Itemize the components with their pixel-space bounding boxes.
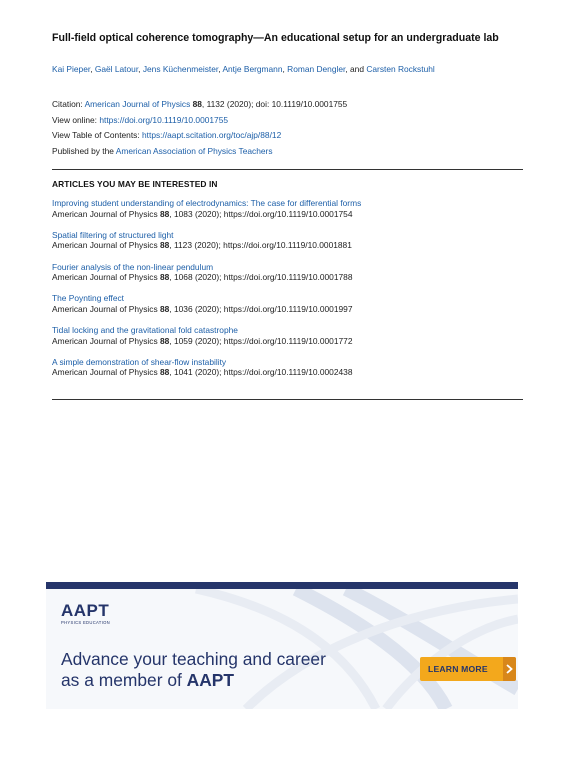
author-link[interactable]: Carsten Rockstuhl (366, 64, 435, 74)
author-link[interactable]: Gaël Latour (94, 64, 139, 74)
ad-top-bar (46, 582, 518, 589)
related-article-link[interactable]: A simple demonstration of shear-flow instability (52, 356, 227, 367)
related-article-link[interactable]: Improving student understanding of electrodynamics: The case for differential forms (52, 198, 362, 208)
toc-row: View Table of Contents: https://aapt.scitation.org/toc/ajp/88/12 (52, 130, 282, 140)
list-item (52, 230, 532, 262)
aapt-ad-banner[interactable] (46, 582, 518, 709)
journal-link[interactable]: American Journal of Physics (84, 99, 191, 109)
toc-link[interactable]: https://aapt.scitation.org/toc/ajp/88/12 (142, 130, 282, 140)
related-article-link[interactable]: Tidal locking and the gravitational fold catastrophe (52, 325, 238, 336)
divider (52, 169, 523, 170)
related-article-link[interactable]: Spatial filtering of structured light (52, 229, 174, 240)
doi-link[interactable]: https://doi.org/10.1119/10.0001755 (99, 114, 229, 125)
list-item (52, 325, 532, 357)
list-item (52, 357, 532, 389)
citation-row: Citation: American Journal of Physics 88, 1132 (2020); doi: 10.1119/10.0001755 (52, 99, 348, 109)
paper-title: Full-field optical coherence tomography—An educational setup for an undergraduate lab (52, 32, 499, 44)
related-article-citation: American Journal of Physics 88, 1083 (2020); https://doi.org/10.1119/10.0001754 (52, 208, 353, 219)
author-link[interactable]: Roman Dengler (287, 64, 346, 74)
related-article-citation: American Journal of Physics 88, 1123 (2020); https://doi.org/10.1119/10.0001881 (52, 240, 352, 251)
chevron-right-icon (503, 657, 516, 681)
publisher-row: Published by the American Association of Physics Teachers (52, 145, 273, 156)
related-article-link[interactable]: Fourier analysis of the non-linear pendulum (52, 261, 214, 272)
related-article-citation: American Journal of Physics 88, 1068 (2020); https://doi.org/10.1119/10.0001788 (52, 272, 353, 283)
aapt-logo: AAPT PHYSICS EDUCATION (61, 601, 110, 625)
related-articles-list (52, 198, 532, 389)
related-article-link[interactable]: The Poynting effect (52, 293, 125, 304)
view-online-row: View online: https://doi.org/10.1119/10.0001755 (52, 114, 229, 125)
list-item (52, 262, 532, 294)
ad-headline: Advance your teaching and career as a member of AAPT (61, 649, 326, 690)
author-link[interactable]: Kai Pieper (52, 64, 91, 74)
related-heading: ARTICLES YOU MAY BE INTERESTED IN (52, 179, 218, 189)
related-article-citation: American Journal of Physics 88, 1036 (2020); https://doi.org/10.1119/10.0001997 (52, 303, 353, 314)
related-article-citation: American Journal of Physics 88, 1059 (2020); https://doi.org/10.1119/10.0001772 (52, 335, 353, 346)
divider (52, 399, 523, 400)
related-article-citation: American Journal of Physics 88, 1041 (2020); https://doi.org/10.1119/10.0002438 (52, 367, 353, 378)
author-list: Kai Pieper, Gaël Latour, Jens Küchenmeister, Antje Bergmann, Roman Dengler, and Carsten Rockstuhl (52, 64, 435, 74)
learn-more-button[interactable]: LEARN MORE (420, 657, 516, 681)
list-item (52, 293, 532, 325)
author-link[interactable]: Jens Küchenmeister (142, 64, 219, 74)
list-item (52, 198, 532, 230)
citation-block (52, 97, 532, 159)
author-link[interactable]: Antje Bergmann (222, 64, 283, 74)
publisher-link[interactable]: American Association of Physics Teachers (115, 145, 273, 156)
